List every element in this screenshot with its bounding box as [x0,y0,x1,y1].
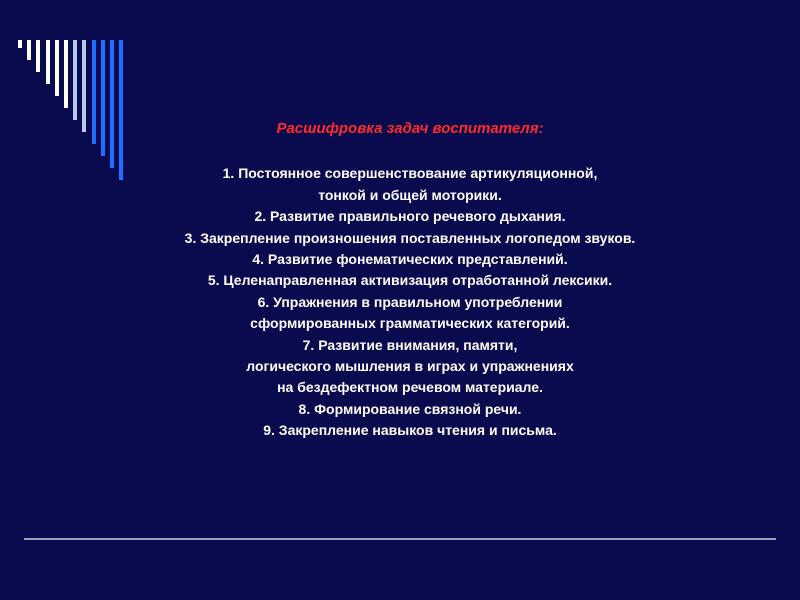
task-line: логического мышления в играх и упражнениях [246,358,574,375]
task-line: 8. Формирование связной речи. [298,400,522,417]
slide-content [60,118,760,442]
bottom-divider [24,538,776,540]
stripe-shape [18,40,22,48]
task-line: 7. Развитие внимания, памяти, [302,336,518,353]
task-line: 5. Целенаправленная активизация отработанной лексики. [207,272,613,289]
task-line: тонкой и общей моторики. [318,186,502,203]
task-line: на бездефектном речевом материале. [277,379,543,396]
task-line: 1. Постоянное совершенствование артикуляционной, [222,165,598,182]
stripe-shape [46,40,50,84]
task-line: сформированных грамматических категорий. [250,315,570,332]
stripe-shape [64,40,68,108]
slide-title: Расшифровка задач воспитателя: [276,120,544,137]
task-line: 4. Развитие фонематических представлений. [252,251,568,268]
task-line: 6. Упражнения в правильном употреблении [257,293,563,310]
task-line: 2. Развитие правильного речевого дыхания. [254,208,566,225]
task-line: 9. Закрепление навыков чтения и письма. [263,422,557,439]
stripe-shape [36,40,40,72]
stripe-shape [27,40,31,60]
task-line: 3. Закрепление произношения поставленных логопедом звуков. [184,229,636,246]
stripe-shape [55,40,59,96]
stripe-shape [73,40,77,120]
